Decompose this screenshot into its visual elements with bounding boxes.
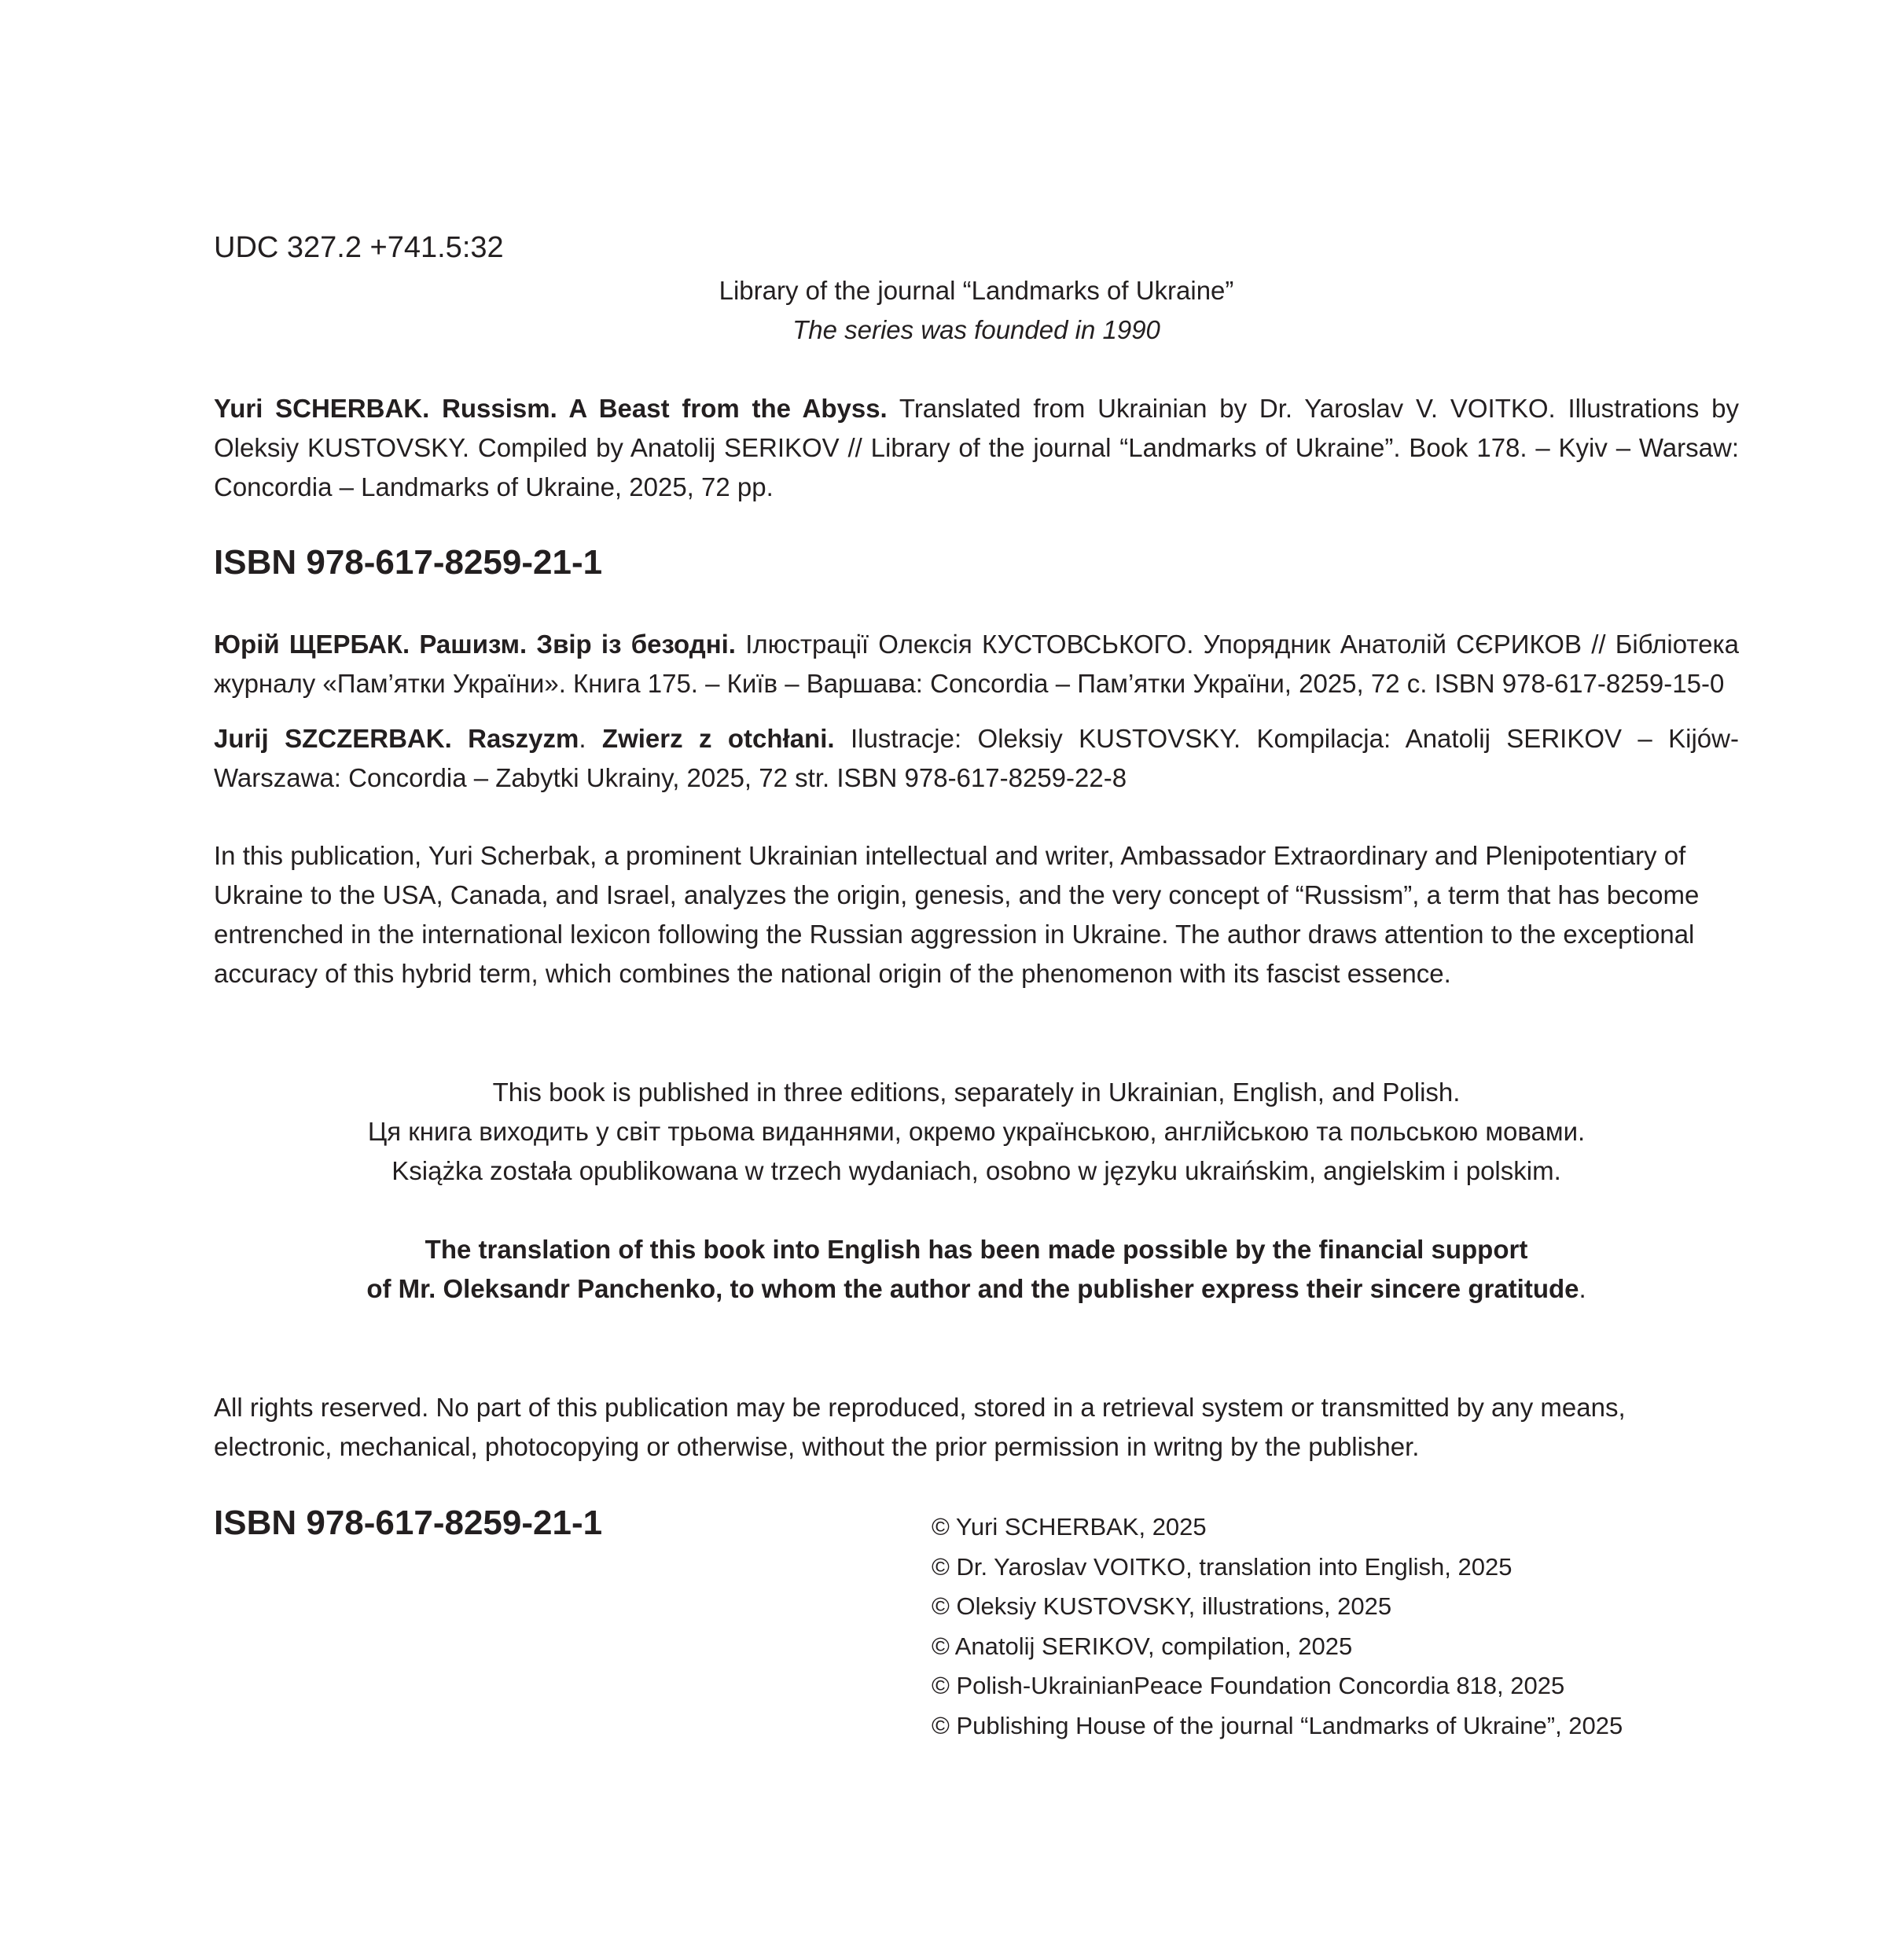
bib-pl-title: Zwierz z otchłani.: [601, 724, 835, 753]
copyright-line: © Publishing House of the journal “Landmarks of Ukraine”, 2025: [932, 1711, 1623, 1739]
copyright-line: © Dr. Yaroslav VOITKO, translation into English, 2025: [932, 1552, 1513, 1581]
copyright-line: © Oleksiy KUSTOVSKY, illustrations, 2025: [932, 1592, 1392, 1620]
bib-pl-details: Ilustracje: Oleksiy KUSTOVSKY. Kompilacja: Anatolij SERIKOV – Kijów-Warszawa: Concordia – Zabytki Ukrainy, 2025, 72 str. ISBN 978-617-8259-22-8: [214, 724, 1739, 792]
abstract-paragraph: In this publication, Yuri Scherbak, a prominent Ukrainian intellectual and writer, Ambassador Extraordinary and Plenipotentiary of Ukraine to the USA, Canada, and Israel, analyzes the origin, genesis, and the very concept of “Russism”, a term that has become entrenched in the international lexicon following the Russian aggression in Ukraine. The author draws attention to the exceptional accuracy of this hybrid term, which combines the national origin of the phenomenon with its fascist essence.: [214, 841, 1700, 988]
editions-polish: Książka została opublikowana w trzech wydaniach, osobno w języku ukraińskim, angielskim i polskim.: [391, 1156, 1561, 1185]
support-line-1: The translation of this book into English has been made possible by the financial support: [425, 1235, 1528, 1264]
translation-support-note: [214, 1230, 1739, 1309]
bib-pl-author: Jurij SZCZERBAK. Raszyzm: [214, 724, 579, 753]
support-line-end: .: [1579, 1274, 1586, 1303]
isbn-bottom: ISBN 978-617-8259-21-1: [214, 1504, 603, 1542]
isbn-top: ISBN 978-617-8259-21-1: [214, 543, 603, 582]
bib-pl-separator: .: [579, 724, 602, 753]
editions-notice: [214, 1073, 1739, 1191]
bib-uk-title: Юрій ЩЕРБАК. Рашизм. Звір із безодні.: [214, 630, 736, 659]
rights-notice: All rights reserved. No part of this publication may be reproduced, stored in a retrieval system or transmitted by any means, electronic, mechanical, photocopying or otherwise, without the prior permission in writng by the publisher.: [214, 1393, 1626, 1461]
copyright-line: © Anatolij SERIKOV, compilation, 2025: [932, 1632, 1353, 1660]
bib-en-details: Translated from Ukrainian by Dr. Yaroslav V. VOITKO. Illustrations by Oleksiy KUSTOVSKY. Compiled by Anatolij SERIKOV // Library of the journal “Landmarks of Ukraine”. Book 178. – Kyiv – Warsaw: Concordia – Landmarks of Ukraine, 2025, 72 pp.: [214, 394, 1739, 501]
series-founded: The series was founded in 1990: [792, 315, 1160, 344]
bib-uk-details: Ілюстрації Олексія КУСТОВСЬКОГО. Упорядник Анатолій СЄРИКОВ // Бібліотека журналу «Пам’ятки України». Книга 175. – Київ – Варшава: Concordia – Пам’ятки України, 2025, 72 с. ISBN 978-617-8259-15-0: [214, 630, 1739, 698]
copyright-line: © Yuri SCHERBAK, 2025: [932, 1513, 1207, 1541]
bibliographic-entry-polish: [214, 719, 1739, 798]
bibliographic-entry-ukrainian: [214, 625, 1739, 703]
editions-english: This book is published in three editions, separately in Ukrainian, English, and Polish.: [492, 1078, 1461, 1107]
series-library: Library of the journal “Landmarks of Ukraine”: [719, 276, 1234, 305]
series-info: [214, 271, 1739, 350]
copyright-line: © Polish-UkrainianPeace Foundation Concordia 818, 2025: [932, 1672, 1565, 1699]
support-line-2: of Mr. Oleksandr Panchenko, to whom the author and the publisher express their sincere gratitude: [366, 1274, 1579, 1303]
copyright-list: [932, 1507, 1718, 1746]
bibliographic-entry-english: [214, 389, 1739, 507]
udc-code: UDC 327.2 +741.5:32: [214, 231, 504, 264]
bib-en-title: Yuri SCHERBAK. Russism. A Beast from the Abyss.: [214, 394, 888, 423]
editions-ukrainian: Ця книга виходить у світ трьома виданнями, окремо українською, англійською та польською мовами.: [367, 1117, 1586, 1146]
